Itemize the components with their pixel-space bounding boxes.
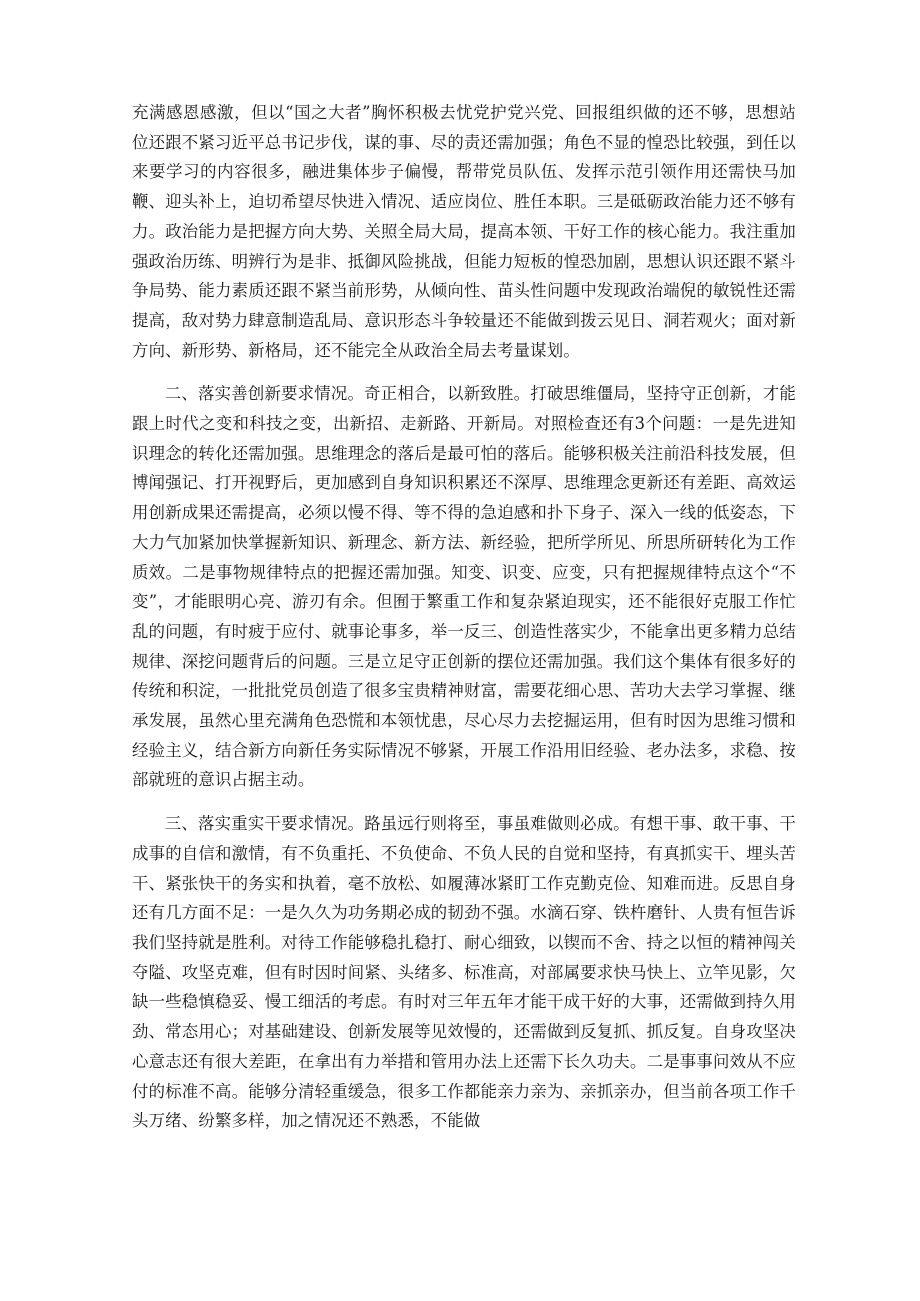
paragraph-2: 二、落实善创新要求情况。奇正相合，以新致胜。打破思维僵局，坚持守正创新，才能跟上时代之变和科技之变，出新招、走新路、开新局。对照检查还有3个问题：一是先进知识理念的转化还需加强。思维理念的落后是最可怕的落后。能够积极关注前沿科技发展，但博闻强记、打开视野后，更加感到自身知识积累还不深厚、思维理念更新还有差距、高效运用创新成果还需提高，必须以慢不得、等不得的急迫感和扑下身子、深入一线的低姿态，下大力气加紧加快掌握新知识、新理念、新方法、新经验，把所学所见、所思所研转化为工作质效。二是事物规律特点的把握还需加强。知变、识变、应变，只有把握规律特点这个“不变”，才能眼明心亮、游刃有余。但囿于繁重工作和复杂紧迫现实，还不能很好克服工作忙乱的问题，有时疲于应付、就事论事多，举一反三、创造性落实少，不能拿出更多精力总结规律、深挖问题背后的问题。三是立足守正创新的摆位还需加强。我们这个集体有很多好的传统和积淀，一批批党员创造了很多宝贵精神财富，需要花细心思、苦功大去学习掌握、继承发展，虽然心里充满角色恐慌和本领忧患，尽心尽力去挖掘运用，但有时因为思维习惯和经验主义，结合新方向新任务实际情况不够紧，开展工作沿用旧经验、老办法多，求稳、按部就班的意识占据主动。 <box>132 384 796 790</box>
document-body <box>132 98 796 1150</box>
paragraph-1: 充满感恩感激，但以“国之大者”胸怀积极去忧党护党兴党、回报组织做的还不够，思想站位还跟不紧习近平总书记步伐，谋的事、尽的责还需加强；角色不显的惶恐比较强，到任以来要学习的内容很多，融进集体步子偏慢，帮带党员队伍、发挥示范引领作用还需快马加鞭、迎头补上，迫切希望尽快进入情况、适应岗位、胜任本职。三是砥砺政治能力还不够有力。政治能力是把握方向大势、关照全局大局，提高本领、干好工作的核心能力。我注重加强政治历练、明辨行为是非、抵御风险挑战，但能力短板的惶恐加剧，思想认识还跟不紧斗争局势、能力素质还跟不紧当前形势，从倾向性、苗头性问题中发现政治端倪的敏锐性还需提高，敌对势力肆意制造乱局、意识形态斗争较量还不能做到拨云见日、洞若观火；面对新方向、新形势、新格局，还不能完全从政治全局去考量谋划。 <box>132 103 796 360</box>
paragraph-3: 三、落实重实干要求情况。路虽远行则将至，事虽难做则必成。有想干事、敢干事、干成事的自信和激情，有不负重托、不负使命、不负人民的自觉和坚持，有真抓实干、埋头苦干、紧张快干的务实和执着，毫不放松、如履薄冰紧盯工作克勤克俭、知难而进。反思自身还有几方面不足：一是久久为功务期必成的韧劲不强。水滴石穿、铁杵磨针、人贵有恒告诉我们坚持就是胜利。对待工作能够稳扎稳打、耐心细致，以锲而不舍、持之以恒的精神闯关夺隘、攻坚克难，但有时因时间紧、头绪多、标准高，对部属要求快马快上、立竿见影，欠缺一些稳慎稳妥、慢工细活的考虑。有时对三年五年才能干成干好的大事，还需做到持久用劲、常态用心；对基础建设、创新发展等见效慢的，还需做到反复抓、抓反复。自身攻坚决心意志还有很大差距，在拿出有力举措和管用办法上还需下长久功夫。二是事事问效从不应付的标准不高。能够分清轻重缓急，很多工作都能亲力亲为、亲抓亲办，但当前各项工作千头万绪、纷繁多样，加之情况还不熟悉，不能做 <box>132 814 796 1131</box>
